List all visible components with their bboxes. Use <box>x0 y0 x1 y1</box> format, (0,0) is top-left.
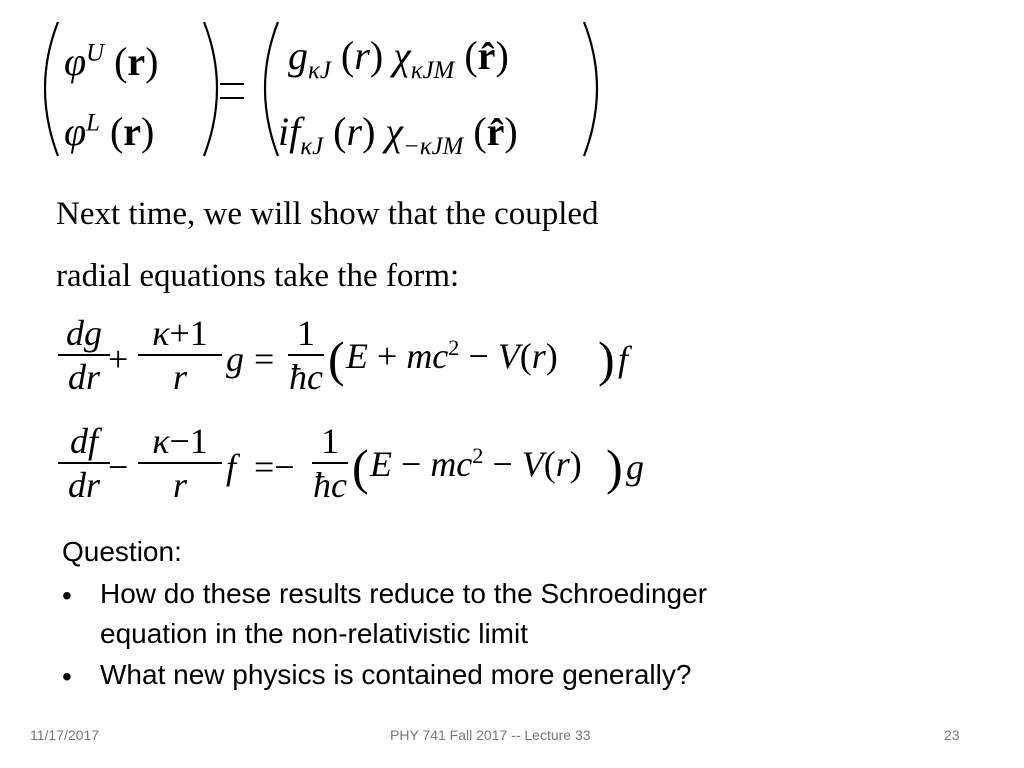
page-number: 23 <box>944 727 960 743</box>
footer-course: PHY 741 Fall 2017 -- Lecture 33 <box>390 727 591 743</box>
fraction-1-hbar-c-2: 1 ħc <box>313 421 347 505</box>
paragraph-line-2: radial equations take the form: <box>56 258 460 294</box>
fraction-1-hbar-c: 1 ħc <box>289 313 323 397</box>
bullet-1-line-1: How do these results reduce to the Schroedinger <box>100 578 708 609</box>
fraction-df-dr: df dr <box>58 420 110 506</box>
spinor-equation <box>28 16 618 166</box>
bullet-marker: • <box>62 661 72 692</box>
bullet-1-line-2: equation in the non-relativistic limit <box>100 618 528 649</box>
phi-lower: $\varphi^L$ (r) <box>64 109 155 154</box>
radial-equation-2: df dr − κ−1 r f =− 1 ħc ( $E - mc^2 - V(r)$ ) g <box>50 420 670 520</box>
bullet-marker: • <box>62 580 72 611</box>
footer-date: 11/17/2017 <box>30 727 100 743</box>
fraction-kappa-plus-1: κ+1 r <box>138 312 222 398</box>
phi-upper: $\varphi^U$ (r) <box>64 39 159 84</box>
question-heading: Question: <box>62 536 182 567</box>
paragraph-line-1: Next time, we will show that the coupled <box>56 196 599 232</box>
fraction-kappa-minus-1: κ−1 r <box>138 420 222 506</box>
bullet-2-line-1: What new physics is contained more generally? <box>100 659 692 690</box>
fraction-dg-dr: dg dr <box>58 312 110 398</box>
g-chi-component: $g_{\kappa J}$ (r) $\chi_{\kappa JM}$ (r̂) <box>288 33 509 84</box>
f-chi-component: $if_{\kappa J}$ (r) $\chi_{-\kappa JM}$ (r̂) <box>278 109 518 160</box>
radial-equation-1: dg dr + κ+1 r g = 1 ħc ( $E + mc^2 - V(r)$ ) f <box>50 312 670 412</box>
